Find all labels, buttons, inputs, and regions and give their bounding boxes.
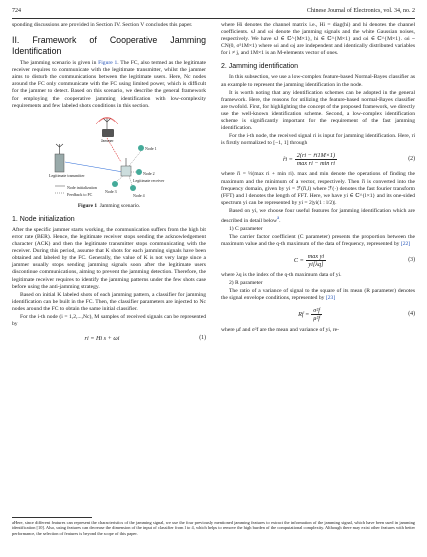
node2-label: Node 2 xyxy=(143,170,155,176)
node-icon xyxy=(138,145,144,151)
equation-3: C = $\frac{\text{max yi}}{yi[\lambda q]}$ (3) xyxy=(293,252,415,268)
figure-caption: Figure 1 Jamming scenario. xyxy=(77,202,141,209)
paragraph: For the i-th node (i = 1,2,...,Nc), M samples of received signals can be represented by xyxy=(12,313,206,328)
node4-label: Node 4 xyxy=(133,192,145,198)
paragraph: The jamming scenario is given in Figure 1. The FC, also termed as the legitimate receiver requires to communicate with the legitimate transmitter, whilst the jammer aims to disturb the communications between the legitimate users. Here, Nc nodes around the FC only communicate with the FC using limited power, which is difficult for the jammer to detect. Based on this scenario, we describe the general framework for employing the cooperative jamming identification with low-complexity requirements and few labeled shots conditions in this section. xyxy=(12,60,206,109)
jamming-scenario-figure xyxy=(49,114,169,200)
paragraph: where λq is the index of the q-th maximum data of yi. xyxy=(221,272,342,279)
left-column xyxy=(12,22,206,348)
paragraph: Based on yi, we choose four useful features for jamming identification which are described in detail below$^a$. xyxy=(221,207,415,224)
section-title: II. Framework of Cooperative Jamming Identification xyxy=(12,35,206,56)
paragraph: In this subsection, we use a low-complex feature-based Normal-Bayes classifier as an example to represent the jamming identification in the node. xyxy=(221,74,415,88)
footnote-marker[interactable]: a xyxy=(277,215,280,221)
equation-4: Rf = $\frac{\text{σ²f}}{\text{μ²f}}$ (4) xyxy=(298,307,415,323)
legend-label-2: Feedback to FC xyxy=(67,191,93,197)
node1-label: Node 1 xyxy=(145,145,157,151)
feature-heading: 1) C parameter xyxy=(229,225,263,232)
node-icon xyxy=(130,185,136,191)
node3-label: Node 3 xyxy=(105,188,117,194)
subsection-title: 1. Node initialization xyxy=(12,215,75,223)
jammer-icon xyxy=(102,129,114,137)
paragraph: Based on initial K labeled shots of each jamming pattern, a classifier for jamming identification can be built in the FC. Then, the classifier parameters are injected to Nc nodes around the FC to obtain the same initial classifier. xyxy=(12,291,206,312)
receiver-label: Legitimate receiver xyxy=(133,177,165,183)
footnote-rule xyxy=(12,517,92,518)
paragraph: The carrier factor coefficient (C parameter) presents the proportion between the maximum value and the q-th maximum of the data of frequency, represented by [22] xyxy=(221,234,415,248)
page-header xyxy=(12,8,415,18)
paragraph: It is worth noting that any identification schemes can be adopted in the general framework. Here, the reasons for utilizing the feature-based normal-Bayes classifier are twofold. First, for highlighting the concept of the proposed framework, we directly use the well-known identification scheme. Second, a low-complex identification scheme is significantly important for the requirement of the fast jamming identification. xyxy=(221,89,415,132)
journal-title: Chinese Journal of Electronics, vol. 34, no. 2 xyxy=(306,8,415,14)
transmission-link xyxy=(65,162,123,172)
right-column xyxy=(221,22,415,335)
paragraph: The ratio of a variance of signal to the square of its mean (R parameter) denotes the signal envelope conditions, represented by [23] xyxy=(221,288,415,302)
transmitter-tower-icon xyxy=(55,154,64,172)
node-icon xyxy=(136,169,142,175)
transmitter-label: Legitimate transmitter xyxy=(49,172,85,178)
header-rule xyxy=(12,18,415,19)
footnote: aHere, since different features can represent the characteristics of the jamming signal, we use the four previously mentioned jamming features to extract the information of the jamming signal, which have been used in jamming identification [10]. Also, using features can decrease the dimension of the input of classifier from l to 4, which helps to remove the high burden of the computational complexity. Although there may exist other features with better performance, the selection of features is beyond the scope of this paper. xyxy=(12,520,415,536)
intro-tail: sponding discussions are provided in Section IV. Section V concludes this paper. xyxy=(12,22,193,28)
feature-heading: 2) R parameter xyxy=(229,280,263,287)
equation-2: r̃i = $\frac{2(ri - r̄i1M\times 1)}{\text{max ri − min ri}}$ (2) xyxy=(282,151,415,167)
subsection-title: 2. Jamming identification xyxy=(221,63,299,71)
node-icon xyxy=(112,181,118,187)
receiver-icon xyxy=(121,166,131,176)
paragraph: For the i-th node, the received signal ri is input for jamming identification. Here, ri is firstly normalized to [−1, 1] through xyxy=(221,133,415,147)
paragraph: After the specific jammer starts working, the communication suffers from the high bit error rate (BER). Hence, the legitimate receiver stops sending the acknowledgement character (ACK) and then the legitimate transmitter stops communicating with the receiver. During this period, assume that K shots for each jamming signals have been obtained and labeled by the FC. Generally, the value of K is not very large since a jammer usually stops sending jamming signals soon after the legitimate users discontinue communications, aiming to prevent the jamming detection. Therefore, the legitimate receiver requires to identify the jamming patterns under the few shots case before using the anti-jamming strategy. xyxy=(12,226,206,290)
jammer-label: Jammer xyxy=(101,137,114,143)
equation-1: ri = Hi s + ωi (1) xyxy=(84,334,206,342)
legend-label-1: Node initialization xyxy=(67,184,97,190)
figure-link[interactable]: Figure 1 xyxy=(98,60,118,67)
paragraph: where r̄i = ½(max ri + min ri). max and min denote the operations of finding the maximum and the minimum of a vector, respectively. Then r̃i is converted into the frequency domain, given by yi = ℱ(r̃i,l) where ℱ(·) denotes the fast fourier transform (FFT) and l denotes the length of FFT. Here, we have yi ∈ ℂ^{l×1} and its one-sided spectrum yi can be represented by yi = 2|yi(1 : l/2)|. xyxy=(221,171,415,206)
paragraph: where μf and σ²f are the mean and variance of yi, re- xyxy=(221,326,339,333)
citation-link[interactable]: [23] xyxy=(325,295,336,302)
paragraph: where Hi denotes the channel matrix i.e., Hi = diag(hi) and hi denotes the channel coefficients. sJ and ωi denote the jamming signals and the white Gaussian noises, respectively. We have sJ ∈ ℂ^{M×1}, hi ∈ ℂ^{M×1} and ωi ∈ ℂ^{M×1}. ωi ~ CN(0, σ²1M×1) where ωi and ωj are independent and identically distributed variables for i ≠ j, and 1M×1 is an M-elements vector of ones. xyxy=(221,22,415,57)
citation-link[interactable]: [22] xyxy=(400,241,411,248)
page-number: 724 xyxy=(12,8,21,14)
